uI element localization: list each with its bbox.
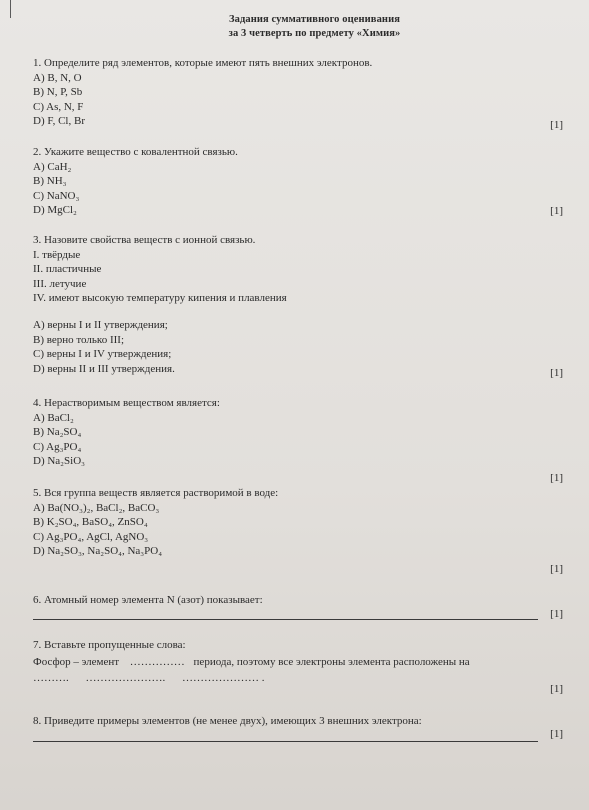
question-4-title: 4. Нерастворимым веществом является:: [33, 397, 220, 409]
question-3-option-a: A) верны I и II утверждения;: [33, 318, 168, 331]
question-7-title: 7. Вставьте пропущенные слова:: [33, 639, 186, 651]
question-7-text-start: Фосфор – элемент: [33, 655, 120, 668]
question-7-blanks-row: [33, 671, 563, 686]
question-7: [33, 638, 563, 695]
question-6-title: 6. Атомный номер элемента N (азот) показывает:: [33, 594, 263, 606]
question-1-mark: [1]: [550, 119, 563, 131]
question-7-mark: [1]: [550, 683, 563, 695]
question-7-blank-1[interactable]: ……….: [33, 672, 69, 685]
question-2-option-b: B) NH₃: [33, 175, 67, 188]
question-2-option-d: D) MgCl₂: [33, 204, 77, 217]
question-4-option-b: B) Na₂SO₄: [33, 426, 82, 439]
question-2-option-c: C) NaNO₃: [33, 189, 80, 202]
question-6-answer-line[interactable]: [33, 619, 538, 620]
question-4-mark: [1]: [550, 472, 563, 484]
question-7-text-end: периода, поэтому все электроны элемента расположены на: [193, 655, 470, 668]
question-4: [33, 396, 563, 484]
question-7-sentence: [33, 655, 563, 670]
question-2-mark: [1]: [550, 205, 563, 217]
question-1-option-c: C) As, N, F: [33, 100, 84, 113]
question-3-statement-3: III. летучие: [33, 277, 87, 290]
question-8: [33, 714, 563, 740]
question-7-blank-3[interactable]: ………………… .: [182, 672, 265, 685]
question-1-option-b: B) N, P, Sb: [33, 86, 83, 99]
question-8-title: 8. Приведите примеры элементов (не менее двух), имеющих 3 внешних электрона:: [33, 715, 422, 727]
question-4-option-a: A) BaCl₂: [33, 411, 74, 424]
question-3-statement-1: I. твёрдые: [33, 248, 81, 261]
question-5-option-d: D) Na₂SO₃, Na₂SO₄, Na₃PO₄: [33, 545, 163, 558]
question-8-mark: [1]: [550, 728, 563, 740]
question-3-mark: [1]: [550, 367, 563, 379]
question-5-option-b: B) K₂SO₄, BaSO₄, ZnSO₄: [33, 516, 148, 529]
question-6-mark: [1]: [550, 608, 563, 620]
question-3-statement-2: II. пластичные: [33, 263, 102, 276]
question-5-title: 5. Вся группа веществ является растворимой в воде:: [33, 487, 279, 499]
question-3-statement-4: IV. имеют высокую температуру кипения и плавления: [33, 292, 287, 305]
question-7-blank-2[interactable]: ………………….: [85, 672, 166, 685]
question-5: [33, 486, 563, 575]
question-5-option-c: C) Ag₃PO₄, AgCl, AgNO₃: [33, 530, 149, 543]
question-4-option-d: D) Na₂SiO₃: [33, 455, 85, 468]
question-1: [33, 56, 563, 129]
question-1-option-a: A) B, N, O: [33, 71, 82, 84]
question-4-option-c: C) Ag₃PO₄: [33, 440, 82, 453]
question-3-title: 3. Назовите свойства веществ с ионной связью.: [33, 234, 256, 246]
question-5-option-a: A) Ba(NO₃)₂, BaCl₂, BaCO₃: [33, 501, 160, 514]
question-6: [33, 593, 563, 620]
header-title: Задания суммативного оценивания: [228, 14, 401, 25]
question-1-option-d: D) F, Cl, Br: [33, 115, 85, 128]
question-3-option-b: B) верно только III;: [33, 333, 125, 346]
question-2-option-a: A) CaH₂: [33, 160, 72, 173]
page-header: [0, 13, 589, 41]
question-3-option-c: C) верны I и IV утверждения;: [33, 348, 172, 361]
header-subtitle: за 3 четверть по предмету «Химия»: [228, 28, 401, 39]
question-1-title: 1. Определите ряд элементов, которые имеют пять внешних электронов.: [33, 57, 373, 69]
question-5-mark: [1]: [550, 563, 563, 575]
question-3: [33, 233, 563, 379]
question-7-blank-period[interactable]: ……………: [129, 655, 185, 668]
question-2: [33, 145, 563, 218]
question-2-title: 2. Укажите вещество с ковалентной связью.: [33, 146, 238, 158]
question-8-answer-line[interactable]: [33, 741, 538, 742]
question-3-option-d: D) верны II и III утверждения.: [33, 362, 175, 375]
